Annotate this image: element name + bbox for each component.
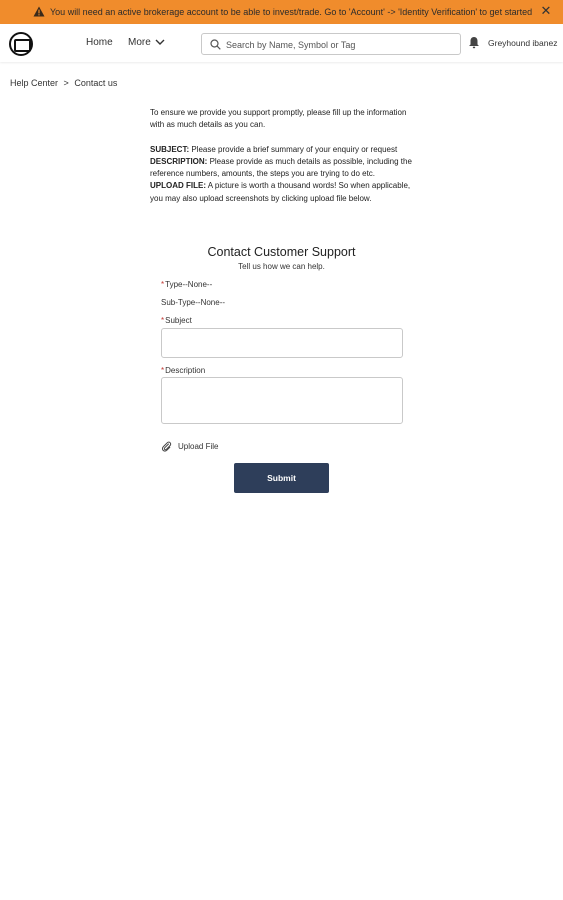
- description-label: Description: [165, 366, 206, 375]
- subject-key: SUBJECT:: [150, 144, 190, 154]
- description-label-row: [161, 366, 205, 375]
- required-mark: *: [161, 366, 165, 375]
- notification-banner: [0, 0, 563, 24]
- upload-key: UPLOAD FILE:: [150, 181, 206, 191]
- paperclip-icon: [161, 441, 172, 452]
- search-icon: [210, 39, 221, 50]
- bell-icon[interactable]: [468, 36, 480, 49]
- description-key: DESCRIPTION:: [150, 156, 208, 166]
- breadcrumb-help-center[interactable]: Help Center: [10, 78, 59, 88]
- banner-message: You will need an active brokerage account to be able to invest/trade. Go to 'Account' -> 'Identity Verification' to get started: [50, 7, 533, 17]
- search-input[interactable]: [226, 37, 454, 52]
- upload-file-label: Upload File: [178, 441, 219, 451]
- close-icon[interactable]: ✕: [540, 3, 552, 18]
- top-navbar: [0, 24, 563, 62]
- type-value[interactable]: --None--: [182, 280, 213, 289]
- breadcrumb-contact-us: Contact us: [74, 78, 118, 88]
- upload-text: A picture is worth a thousand words! So when applicable, you may also upload screenshots by clicking upload file below.: [150, 181, 411, 203]
- required-mark: *: [161, 280, 165, 289]
- subject-text: Please provide a brief summary of your enquiry or request: [189, 144, 398, 154]
- intro-paragraph: To ensure we provide you support promptly, please fill up the information with as much details as you can.: [150, 108, 407, 130]
- breadcrumb-separator: >: [63, 78, 69, 88]
- subtype-value[interactable]: --None--: [195, 298, 226, 307]
- chevron-down-icon[interactable]: [154, 37, 166, 47]
- breadcrumb: [10, 78, 120, 88]
- description-textarea[interactable]: [161, 377, 403, 424]
- intro-text: [150, 107, 418, 205]
- description-text: Please provide as much details as possible, including the reference numbers, amounts, the steps you are trying to do etc.: [150, 156, 412, 179]
- form-title: Contact Customer Support: [207, 245, 356, 259]
- upload-file-button[interactable]: [161, 440, 218, 452]
- subject-label-row: [161, 316, 192, 325]
- type-label: Type: [165, 280, 183, 289]
- required-mark: *: [161, 316, 165, 325]
- subject-label: Subject: [165, 316, 192, 325]
- submit-button[interactable]: Submit: [234, 463, 329, 493]
- nav-more-menu[interactable]: More: [128, 37, 151, 48]
- form-subtitle: Tell us how we can help.: [238, 262, 325, 271]
- warning-icon: [33, 6, 45, 17]
- subtype-select[interactable]: [161, 298, 225, 307]
- type-select[interactable]: [161, 280, 212, 289]
- nav-home-link[interactable]: Home: [86, 37, 113, 48]
- intro-instructions: [150, 144, 418, 205]
- subtype-label: Sub-Type: [161, 298, 196, 307]
- user-name[interactable]: Greyhound ibanez: [488, 38, 558, 48]
- logo-icon[interactable]: [9, 32, 33, 56]
- search-box[interactable]: [201, 33, 461, 55]
- subject-input[interactable]: [161, 328, 403, 358]
